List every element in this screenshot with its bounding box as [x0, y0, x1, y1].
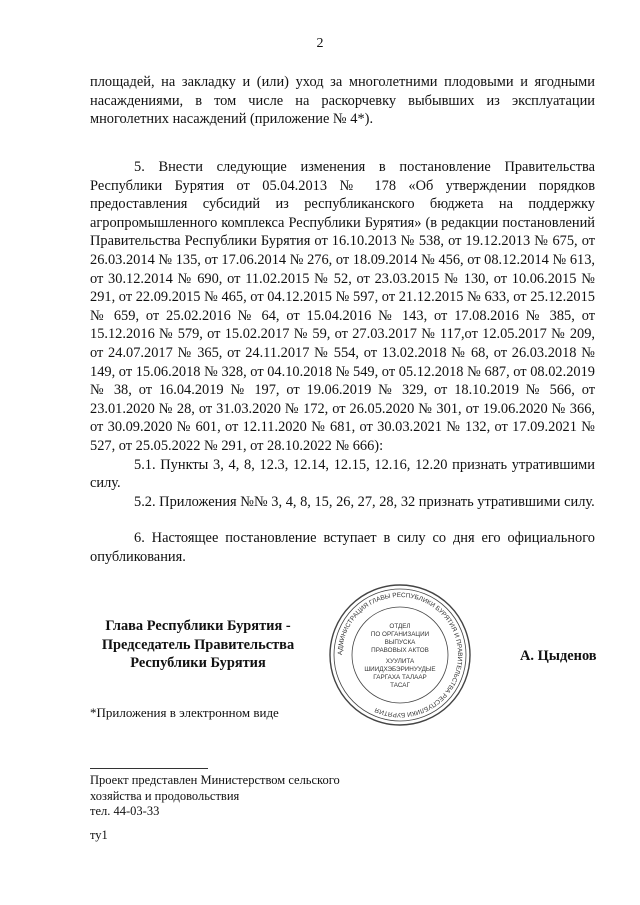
seal-line-8: ТАСАГ [390, 682, 410, 689]
footer-divider [90, 768, 208, 769]
intro-text: площадей, на закладку и (или) уход за многолетними плодовыми и ягодными насаждениями, в том числе на раскорчевку выбывших из эксплуатации многолетних насаждений (приложение № 4*). [90, 74, 595, 128]
item-5-2-text: 5.2. Приложения №№ 3, 4, 8, 15, 26, 27, 28, 32 признать утратившими силу. [134, 493, 595, 510]
signatory-title [92, 617, 304, 673]
seal-outer-ring [330, 585, 470, 725]
seal-line-1: ОТДЕЛ [389, 623, 411, 630]
intro-paragraph [90, 73, 595, 129]
seal-inner-ring [334, 589, 466, 721]
signatory-title-line-2: Председатель Правительства [101, 636, 295, 653]
seal-line-3: ВЫПУСКА [384, 639, 416, 646]
item-6-block [90, 529, 595, 566]
footer-line-1: Проект представлен Министерством сельского [90, 773, 340, 787]
appendix-note: *Приложения в электронном виде [90, 705, 279, 720]
seal-line-7: ГАРГАХА ТАЛААР [373, 674, 427, 681]
seal-line-2: ПО ОРГАНИЗАЦИИ [370, 631, 430, 638]
item-5-text: 5. Внести следующие изменения в постановление Правительства Республики Бурятия от 05.04.2013 № 178 «Об утверждении порядков предоставления субсидий из республиканского бюджета на поддержку агропромышленного комплекса Республики Бурятия» (в редакции постановлений Правительства Республики Бурятия от 16.10.2013 № 538, от 19.12.2013 № 675, от 26.03.2014 № 135, от 17.06.2014 № 276, от 18.09.2014 № 456, от 08.12.2014 № 613, от 30.12.2014 № 690, от 11.02.2015 № 52, от 23.03.2015 № 130, от 10.06.2015 № 291, от 22.09.2015 № 465, от 04.12.2015 № 597, от 21.12.2015 № 633, от 25.12.2015 № 659, от 25.02.2016 № 64, от 15.04.2016 № 143, от 17.08.2016 № 385, от 15.12.2016 № 579, от 15.02.2017 № 59, от 27.03.2017 № 117,от 12.05.2017 № 209, от 24.07.2017 № 365, от 24.11.2017 № 554, от 13.02.2018 № 68, от 26.03.2018 № 149, от 15.06.2018 № 328, от 04.10.2018 № 549, от 05.12.2018 № 687, от 08.02.2019 № 38, от 16.04.2019 № 197, от 19.06.2019 № 329, от 18.10.2019 № 566, от 23.01.2020 № 28, от 31.03.2020 № 172, от 26.05.2020 № 301, от 19.06.2020 № 366, от 30.09.2020 № 601, от 12.11.2020 № 681, от 30.03.2021 № 132, от 17.09.2021 № 527, от 25.05.2022 № 291, от 28.10.2022 № 666): [90, 159, 595, 454]
document-code: ту1 [90, 828, 108, 842]
seal-line-4: ПРАВОВЫХ АКТОВ [371, 647, 429, 654]
page-number: 2 [316, 36, 324, 51]
signatory-title-line-1: Глава Республики Бурятия - [105, 618, 291, 634]
seal-outer-text: АДМИНИСТРАЦИЯ ГЛАВЫ РЕСПУБЛИКИ БУРЯТИЯ И ПРАВИТЕЛЬСТВА РЕСПУБЛИКИ БУРЯТИЯ [336, 591, 464, 719]
item-6-text: 6. Настоящее постановление вступает в силу со дня его официального опубликования. [90, 530, 595, 565]
item-5-block [90, 158, 595, 511]
footer-line-2: хозяйства и продовольствия [90, 788, 240, 803]
item-5-1-text: 5.1. Пункты 3, 4, 8, 12.3, 12.14, 12.15, 12.16, 12.20 признать утратившими силу. [90, 456, 595, 492]
footer-info [90, 773, 340, 820]
seal-line-5: ХУУЛИТА [385, 658, 415, 665]
official-seal [325, 580, 475, 730]
seal-center-text [364, 623, 435, 689]
signatory-title-line-3: Республики Бурятия [130, 655, 266, 672]
signatory-name: А. Цыденов [520, 648, 597, 664]
seal-line-6: ШИИДХЭБЭРИНУУДЫЕ [364, 666, 436, 673]
footer-phone: тел. 44-03-33 [90, 804, 160, 818]
